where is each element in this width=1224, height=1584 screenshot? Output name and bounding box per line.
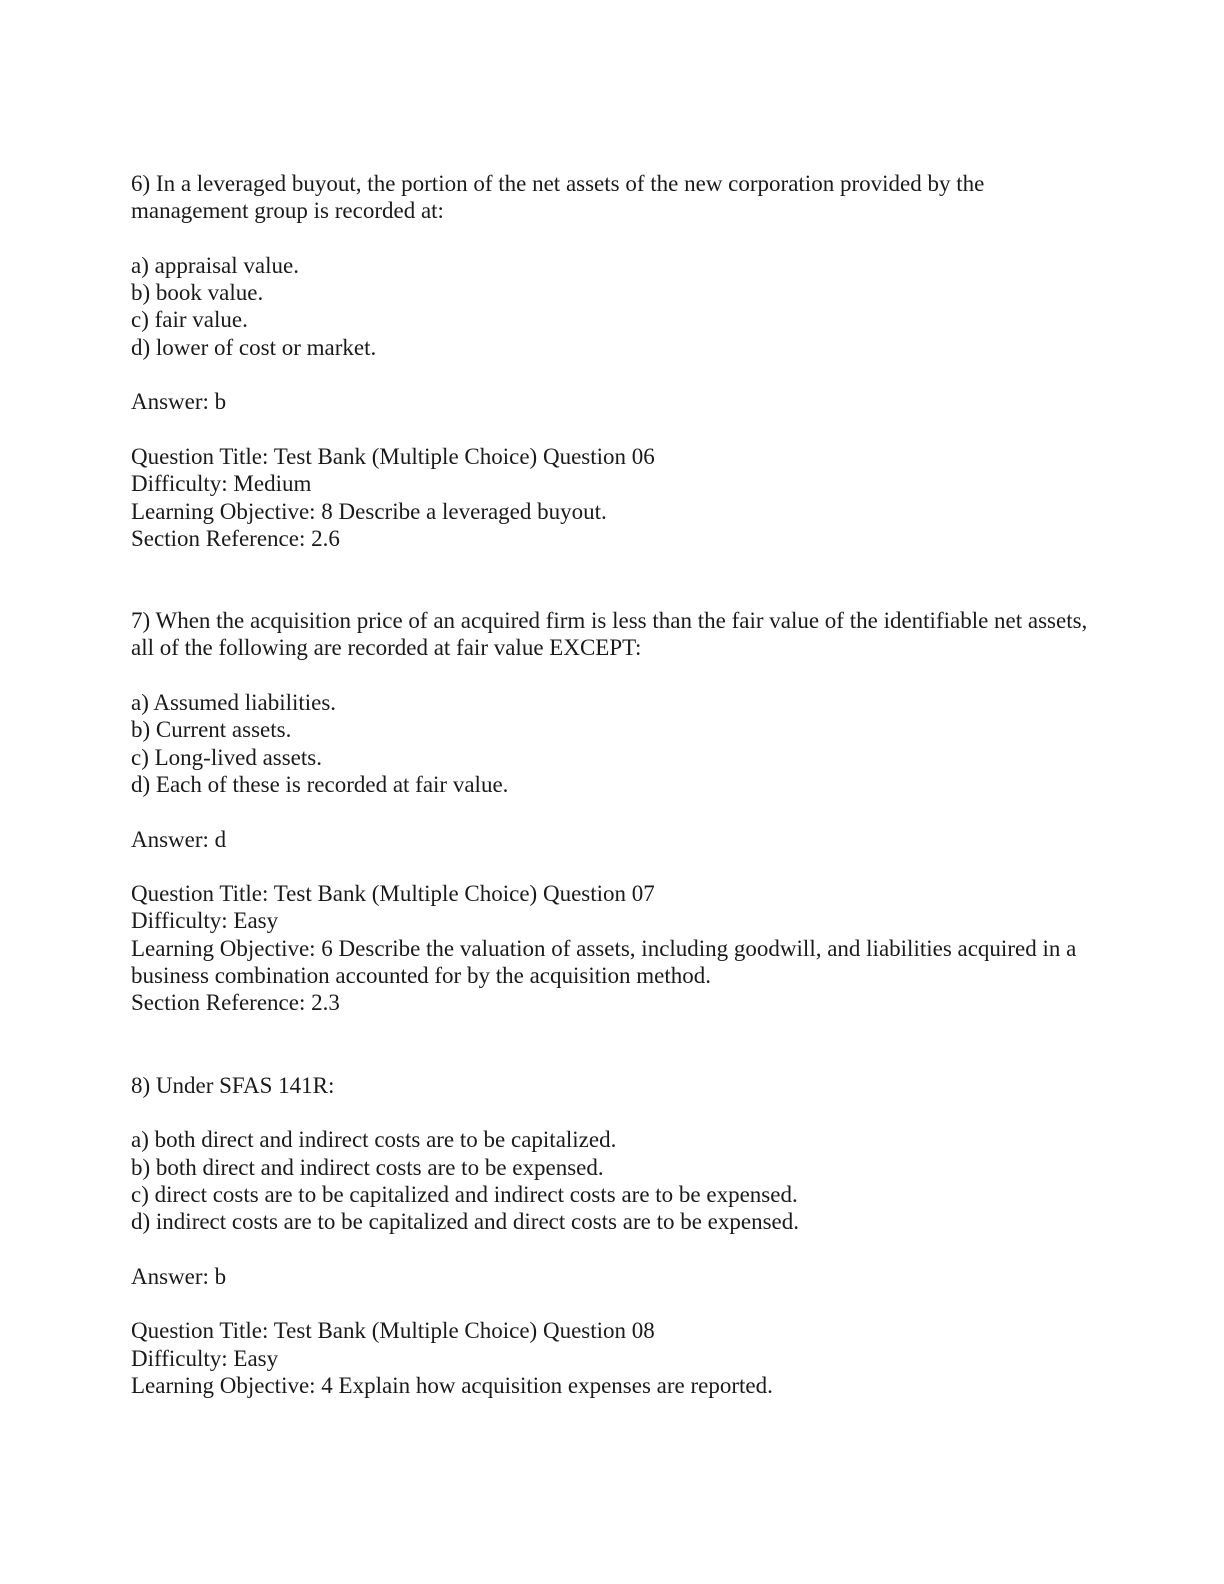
option-b: b) Current assets.: [131, 717, 292, 743]
answer-line: Answer: b: [131, 1263, 227, 1289]
option-a: a) appraisal value.: [131, 252, 299, 278]
answer-options: [131, 1126, 1091, 1235]
question-stem: 8) Under SFAS 141R:: [131, 1072, 335, 1098]
option-c: c) direct costs are to be capitalized and indirect costs are to be expensed.: [131, 1181, 798, 1207]
answer-options: [131, 252, 1091, 361]
answer-options: [131, 689, 1091, 798]
difficulty: Difficulty: Medium: [131, 471, 312, 497]
question-8: [131, 1072, 1091, 1400]
option-c: c) fair value.: [131, 307, 248, 333]
learning-objective: Learning Objective: 6 Describe the valuation of assets, including goodwill, and liabilities acquired in a business combination accounted for by the acquisition method.: [131, 935, 1077, 989]
difficulty: Difficulty: Easy: [131, 908, 279, 934]
learning-objective: Learning Objective: 8 Describe a leveraged buyout.: [131, 498, 607, 524]
question-stem: 7) When the acquisition price of an acquired firm is less than the fair value of the identifiable net assets, all of the following are recorded at fair value EXCEPT:: [131, 608, 1088, 661]
section-reference: Section Reference: 2.3: [131, 990, 340, 1016]
option-c: c) Long-lived assets.: [131, 744, 322, 770]
question-stem: 6) In a leveraged buyout, the portion of the net assets of the new corporation provided by the management group is recorded at:: [131, 171, 985, 224]
option-a: a) both direct and indirect costs are to be capitalized.: [131, 1127, 617, 1153]
option-b: b) book value.: [131, 280, 264, 306]
option-d: d) Each of these is recorded at fair value.: [131, 771, 509, 797]
question-title: Question Title: Test Bank (Multiple Choice) Question 08: [131, 1318, 655, 1344]
question-title: Question Title: Test Bank (Multiple Choice) Question 06: [131, 443, 655, 469]
question-6: [131, 170, 1091, 552]
option-d: d) indirect costs are to be capitalized and direct costs are to be expensed.: [131, 1209, 799, 1235]
question-metadata: [131, 443, 1091, 552]
question-metadata: [131, 1317, 1091, 1399]
section-reference: Section Reference: 2.6: [131, 525, 340, 551]
answer-line: Answer: d: [131, 826, 227, 852]
option-a: a) Assumed liabilities.: [131, 690, 337, 716]
document-page: [131, 170, 1091, 1399]
option-d: d) lower of cost or market.: [131, 334, 377, 360]
question-title: Question Title: Test Bank (Multiple Choice) Question 07: [131, 881, 655, 907]
option-b: b) both direct and indirect costs are to be expensed.: [131, 1154, 604, 1180]
question-7: [131, 607, 1091, 1016]
difficulty: Difficulty: Easy: [131, 1345, 279, 1371]
learning-objective: Learning Objective: 4 Explain how acquisition expenses are reported.: [131, 1372, 773, 1398]
question-metadata: [131, 880, 1091, 1016]
answer-line: Answer: b: [131, 389, 227, 415]
